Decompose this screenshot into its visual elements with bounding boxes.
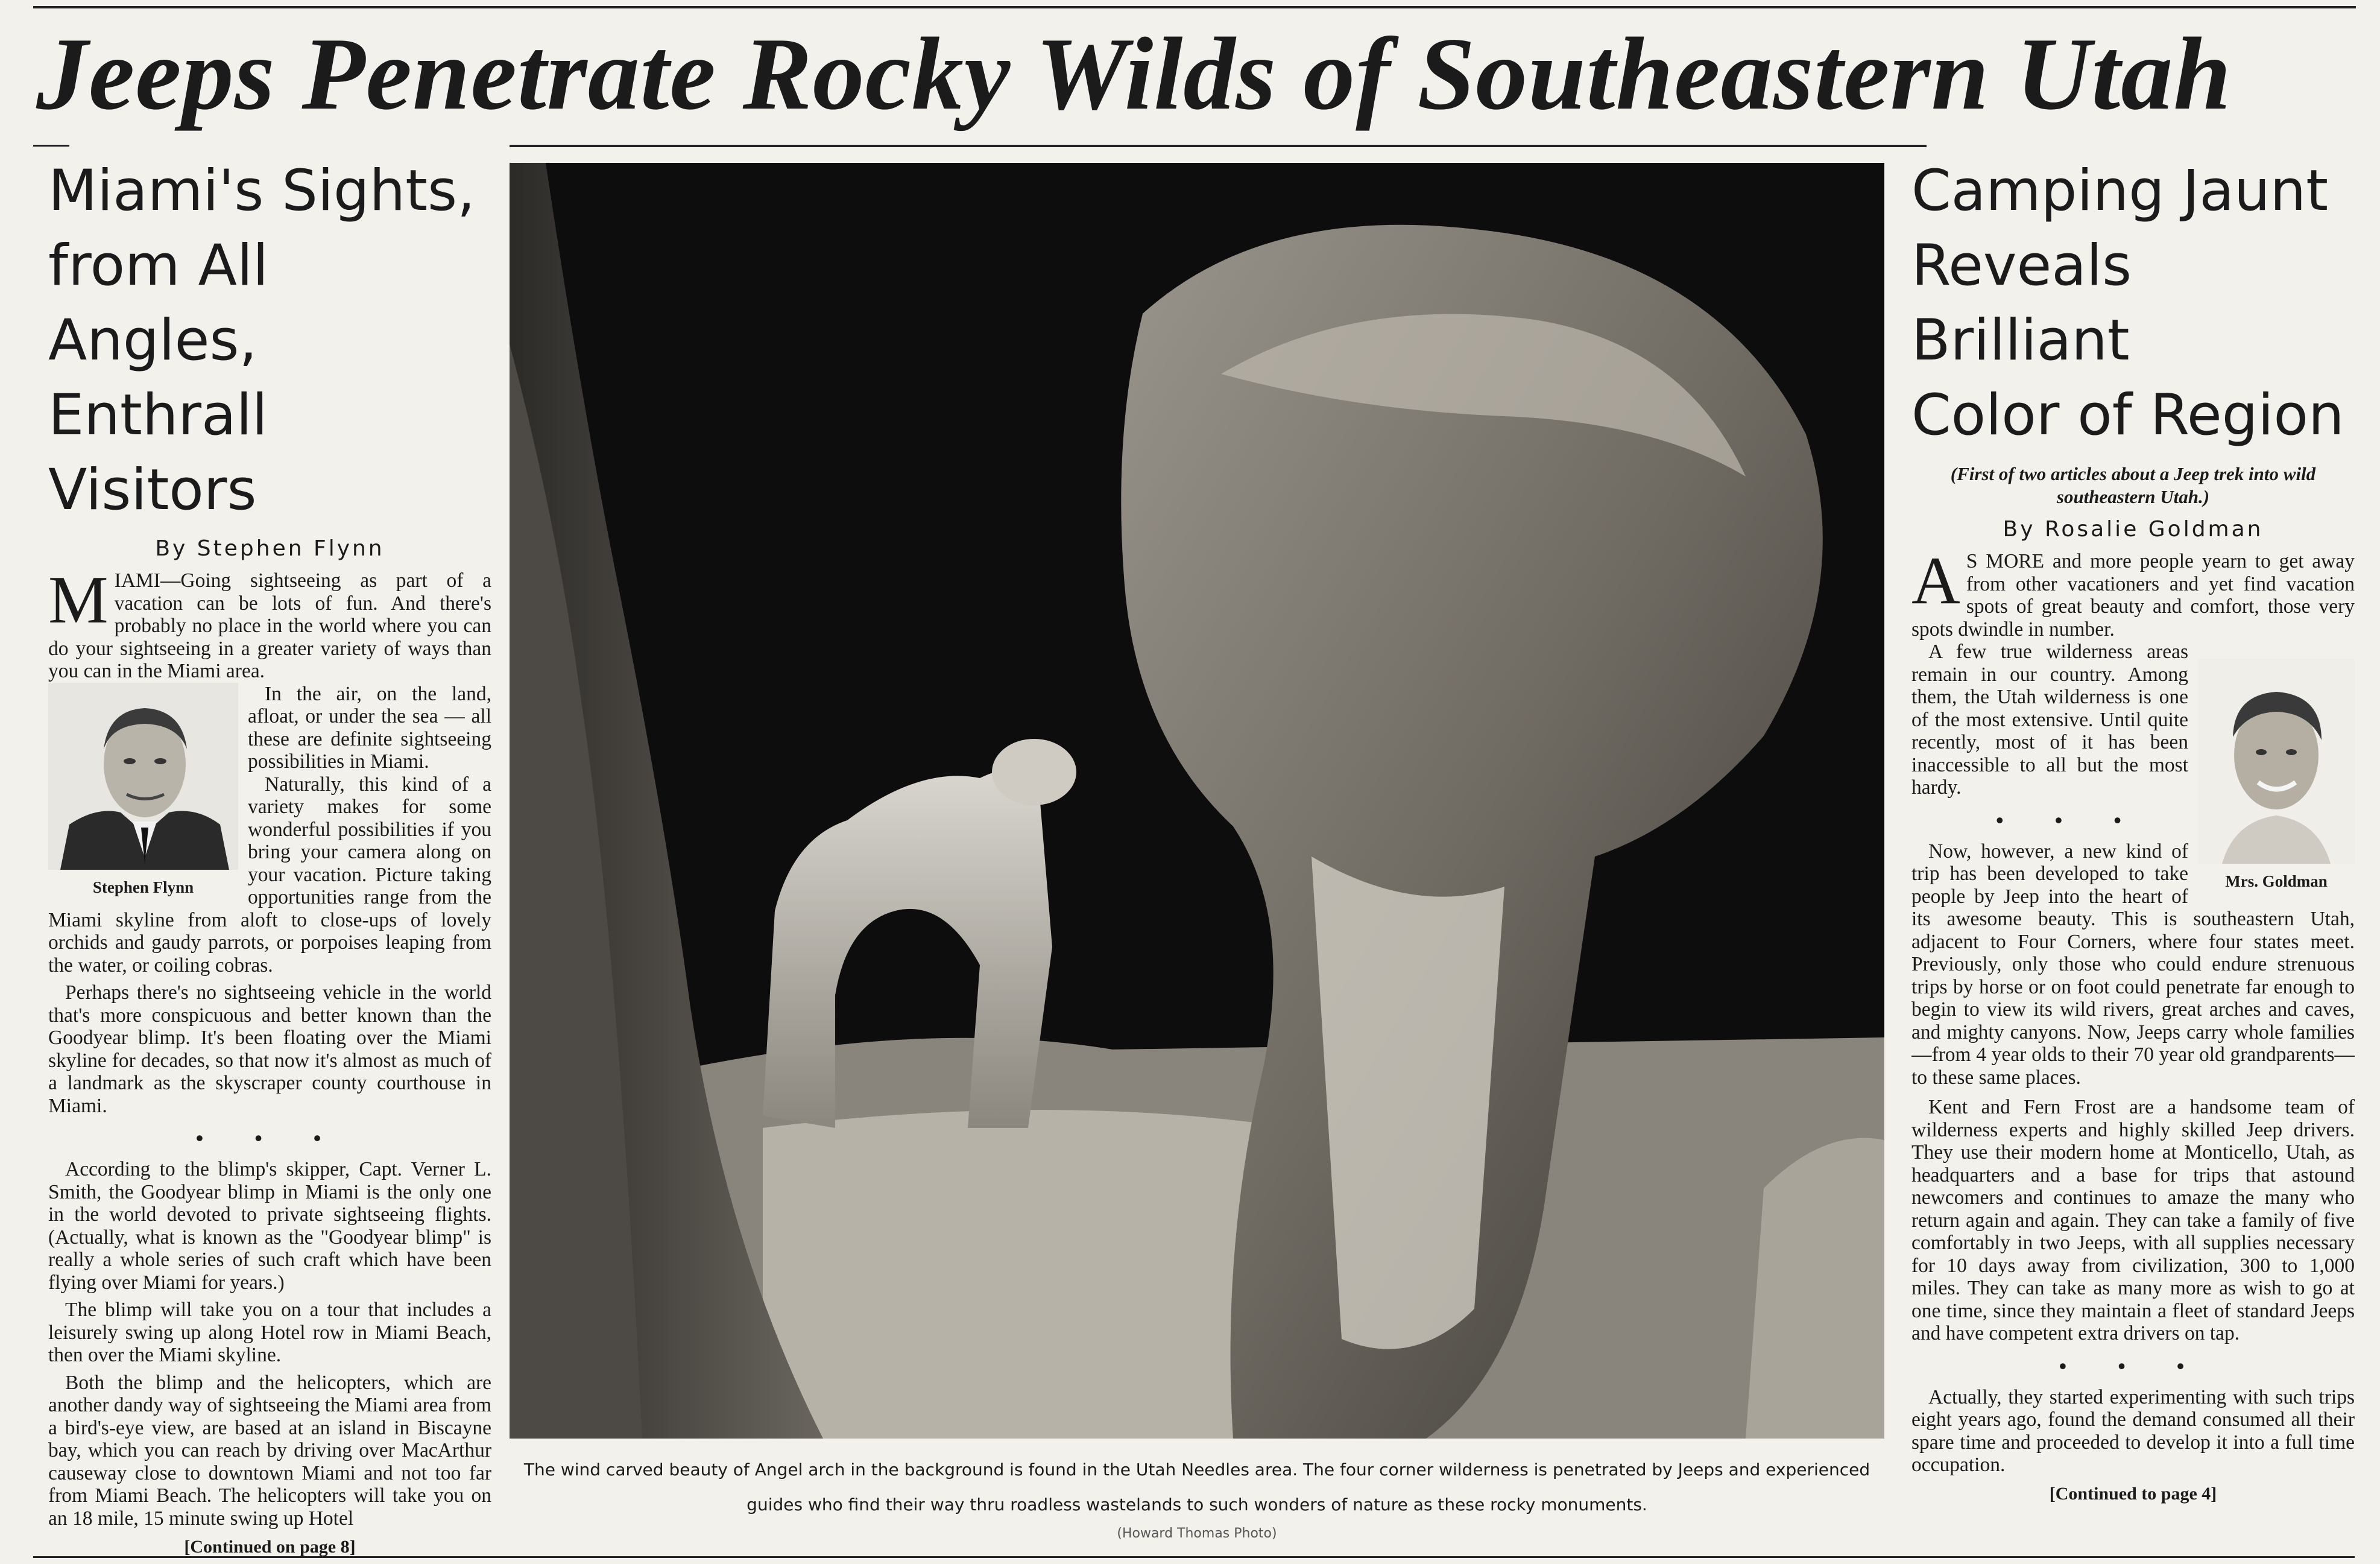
left-paragraph: Perhaps there's no sightseeing vehicle in the world that's more conspicuous and better known than the Goodyear blimp. It's been floating over the Miami skyline for decades, so that now it's almost as much of a landmark as the skyscraper county courthouse in Miami. [48, 981, 491, 1117]
stephen-flynn-photo [48, 683, 238, 897]
left-paragraph: According to the blimp's skipper, Capt. Verner L. Smith, the Goodyear blimp in Miami is the only one in the world devoted to private sightseeing flights. (Actually, what is known as the "Goodyear blimp" is really a whole series of such craft which have been flying over Miami for years.) [48, 1158, 491, 1294]
right-continued: [Continued to page 4] [2049, 1483, 2217, 1504]
left-continued: [Continued on page 8] [184, 1537, 356, 1556]
right-title-line: Color of Region [1911, 382, 2344, 448]
right-title-line: Reveals Brilliant [1911, 233, 2132, 373]
right-title-line: Camping Jaunt [1911, 158, 2329, 224]
top-rule [33, 6, 2356, 8]
left-byline: By Stephen Flynn [155, 536, 385, 561]
headline-rule [510, 145, 1927, 147]
right-paragraph: Actually, they started experimenting with such trips eight years ago, found the demand consumed all their spare time and proceeded to develop it into a full time occupation. [1911, 1385, 2355, 1476]
section-dots: • • • [1996, 808, 2144, 832]
headline-rule-left [33, 145, 69, 147]
right-paragraph: Now, however, a new kind of trip has been developed to take people by Jeep into the heart of its awesome beauty. This is southeastern Utah, adjacent to Four Corners, where four states meet. Previously, only those who could endure strenuous trips by horse or on foot could penetrate far enough to begin to view its wild rivers, great arches and caves, and mighty canyons. Now, Jeeps carry whole families—from 4 year olds to their 70 year old grandparents—to these same places. [1911, 840, 2355, 1089]
mrs-goldman-caption: Mrs. Goldman [2225, 872, 2328, 890]
right-article [1911, 154, 2355, 1556]
left-paragraph: Both the blimp and the helicopters, which are another dandy way of sightseeing the Miami area from a bird's-eye view, are based at an island in Biscayne bay, which you can reach by driving over MacArthur causeway close to downtown Miami and not too far from Miami Beach. The helicopters will take you on an 18 mile, 15 minute swing up Hotel [48, 1371, 491, 1530]
right-dropcap: A [1911, 543, 1960, 618]
right-series-note: (First of two articles about a Jeep trek into wild southeastern Utah.) [1950, 463, 2316, 507]
right-paragraph: A few true wilderness areas remain in our country. Among them, the Utah wilderness is one of the most extensive. Until quite recently, most of it has been inaccessible to all but the most hardy. [1911, 641, 2188, 799]
left-article-title [48, 154, 491, 528]
left-dropcap: M [48, 563, 109, 638]
left-article [48, 154, 491, 1556]
bottom-rule [33, 1556, 2355, 1558]
main-photo-caption: The wind carved beauty of Angel arch in the background is found in the Utah Needles area. The four corner wilderness is penetrated by Jeeps and experienced guides who find their way thru roadless wastelands to such wonders of nature as these rocky monuments. [523, 1460, 1870, 1515]
mrs-goldman-photo [2198, 659, 2355, 891]
page-headline: Jeeps Penetrate Rocky Wilds of Southeastern Utah [36, 17, 2232, 131]
left-title-line: from All Angles, [48, 233, 269, 373]
left-paragraph: In the air, on the land, afloat, or under the sea — all these are definite sightseeing possibilities in Miami. [248, 682, 491, 773]
photo-credit: (Howard Thomas Photo) [1117, 1526, 1277, 1541]
section-dots: • • • [195, 1126, 344, 1150]
right-paragraph: A S MORE and more people yearn to get away from other vacationers and yet find vacation spots of great beauty and comfort, those very spots dwindle in number. [1911, 543, 2355, 641]
mrs-goldman-portrait [2198, 659, 2355, 864]
left-paragraph: Naturally, this kind of a variety makes for some wonderful possibilities if you bring your camera along on your vacation. Picture taking opportunities range from the Miami skyline from aloft to close-ups of lovely orchids and gaudy parrots, or porpoises leaping from the water, or coiling cobras. [48, 773, 491, 977]
right-article-title [1911, 154, 2355, 453]
stephen-flynn-caption: Stephen Flynn [92, 878, 194, 896]
stephen-flynn-portrait [48, 683, 238, 870]
left-paragraph: The blimp will take you on a tour that includes a leisurely swing up along Hotel row in Miami Beach, then over the Miami skyline. [48, 1299, 491, 1366]
left-title-line: Miami's Sights, [48, 158, 475, 224]
right-byline: By Rosalie Goldman [2003, 517, 2264, 542]
angel-arch-photo [510, 163, 1884, 1439]
left-title-line: Enthrall Visitors [48, 382, 268, 523]
left-paragraph: MIAMI—Going sightseeing as part of a vacation can be lots of fun. And there's probably no place in the world where you can do your sightseeing in a greater variety of ways than you can in the Miami area. [48, 563, 491, 682]
section-dots: • • • [2059, 1353, 2208, 1378]
right-paragraph: Kent and Fern Frost are a handsome team of wilderness experts and highly skilled Jeep drivers. They use their modern home at Monticello, Utah, as headquarters and a base for trips that astound newcomers and continues to amaze the many who return again and again. They can take a family of five comfortably in two Jeeps, with all supplies necessary for 10 days away from civilization, 300 to 1,000 miles. They can take as many more as wish to go at one time, since they maintain a fleet of standard Jeeps and have competent extra drivers on tap. [1911, 1096, 2355, 1344]
